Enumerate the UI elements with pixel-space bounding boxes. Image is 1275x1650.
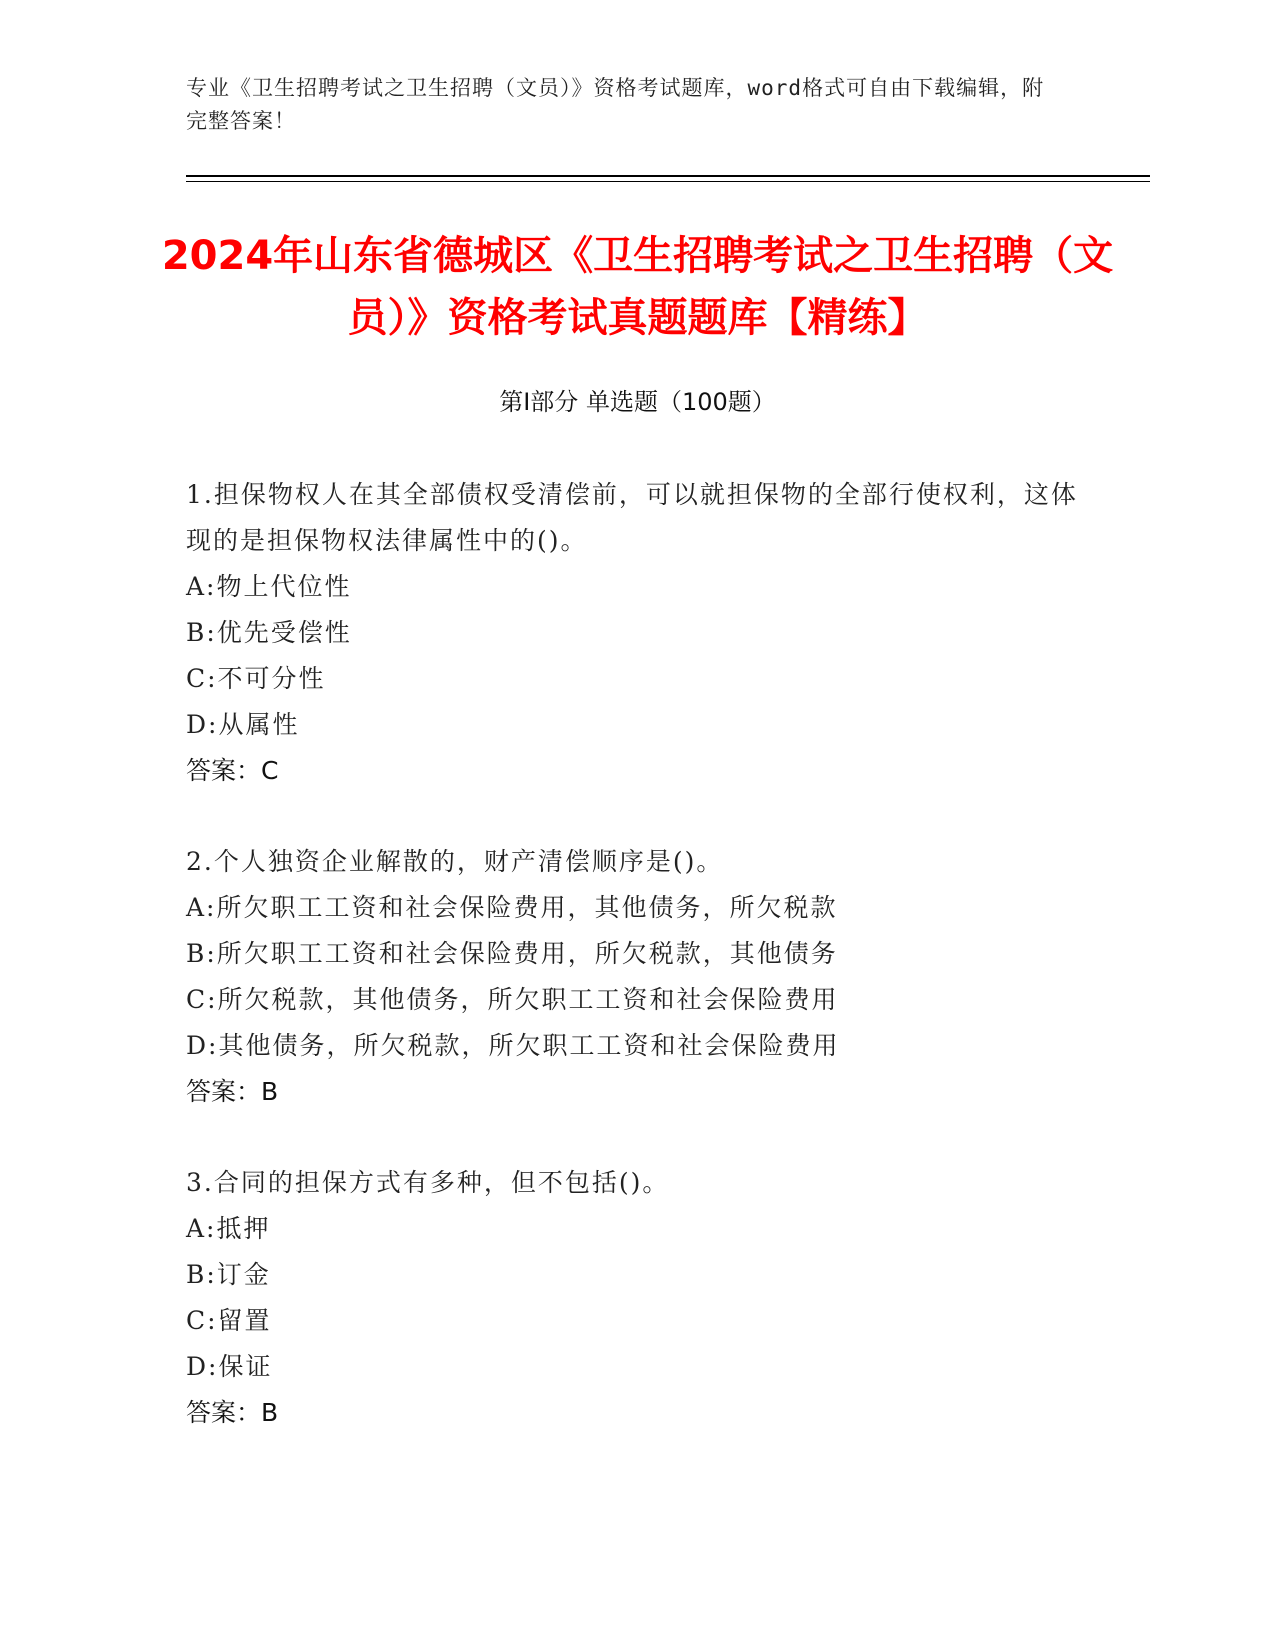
option-b: B:订金 bbox=[186, 1260, 271, 1289]
question-stem: 2.个人独资企业解散的，财产清偿顺序是()。 bbox=[186, 847, 724, 876]
option-d: D:从属性 bbox=[186, 710, 300, 739]
option-c: C:不可分性 bbox=[186, 664, 326, 693]
answer: 答案：B bbox=[186, 1398, 279, 1427]
option-a: A:物上代位性 bbox=[186, 572, 352, 601]
question-list bbox=[186, 472, 1086, 1481]
option-d: D:其他债务，所欠税款，所欠职工工资和社会保险费用 bbox=[186, 1031, 840, 1060]
question-3 bbox=[186, 1160, 1086, 1436]
question-1 bbox=[186, 472, 1086, 794]
answer: 答案：B bbox=[186, 1077, 279, 1106]
option-d: D:保证 bbox=[186, 1352, 273, 1381]
option-a: A:抵押 bbox=[186, 1214, 271, 1243]
question-2 bbox=[186, 839, 1086, 1115]
question-stem: 1.担保物权人在其全部债权受清偿前，可以就担保物的全部行使权利，这体现的是担保物权法律属性中的()。 bbox=[186, 480, 1078, 555]
header-divider bbox=[186, 175, 1150, 177]
header-divider-thin bbox=[186, 181, 1150, 182]
answer: 答案：C bbox=[186, 756, 279, 785]
option-c: C:所欠税款，其他债务，所欠职工工资和社会保险费用 bbox=[186, 985, 839, 1014]
option-a: A:所欠职工工资和社会保险费用，其他债务，所欠税款 bbox=[186, 893, 838, 922]
question-stem: 3.合同的担保方式有多种，但不包括()。 bbox=[186, 1168, 670, 1197]
option-c: C:留置 bbox=[186, 1306, 272, 1335]
option-b: B:所欠职工工资和社会保险费用，所欠税款，其他债务 bbox=[186, 939, 838, 968]
section-title: 第Ⅰ部分 单选题（100题） bbox=[499, 388, 776, 416]
option-b: B:优先受偿性 bbox=[186, 618, 352, 647]
document-title: 2024年山东省德城区《卫生招聘考试之卫生招聘（文员）》资格考试真题题库【精练】 bbox=[161, 233, 1114, 341]
header-note: 专业《卫生招聘考试之卫生招聘（文员）》资格考试题库，word格式可自由下载编辑，附完整答案！ bbox=[186, 76, 1045, 133]
